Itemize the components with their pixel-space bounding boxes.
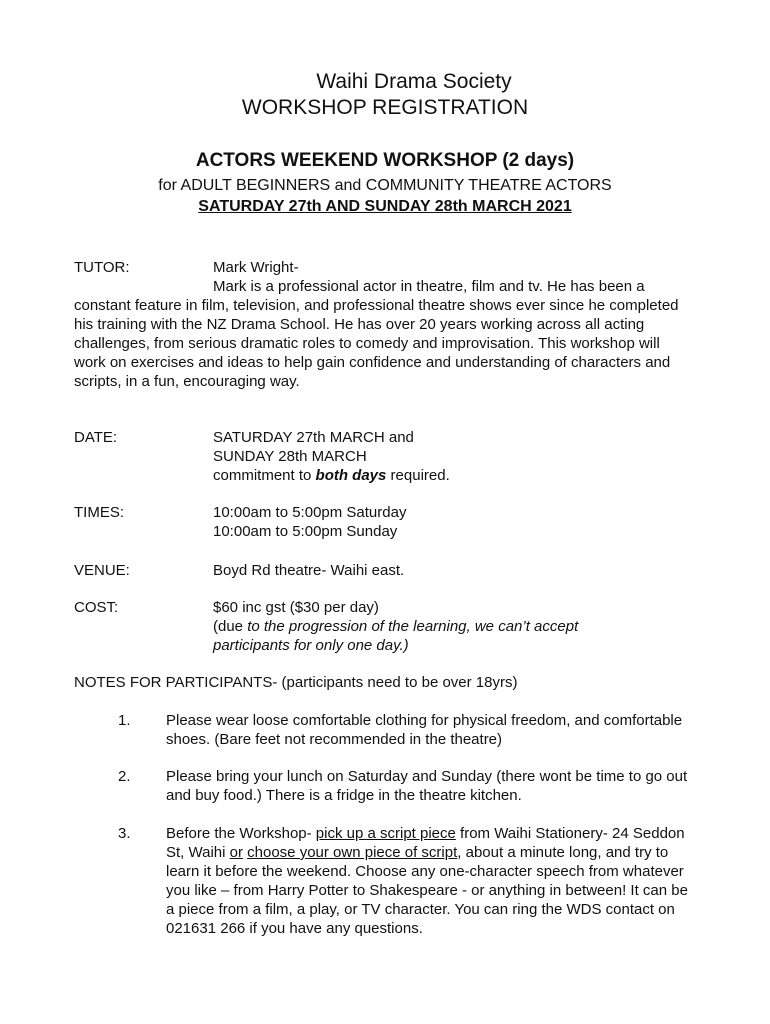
venue-label: VENUE: [74, 562, 130, 579]
cost-note-italic: to the progression of the learning, we can’t accept participants for only one day.) [213, 618, 579, 654]
tutor-name: Mark Wright- [213, 259, 299, 276]
venue-value: Boyd Rd theatre- Waihi east. [213, 562, 405, 579]
choose-script-text: choose your own piece of script [247, 844, 458, 861]
workshop-dates: SATURDAY 27th AND SUNDAY 28th MARCH 2021 [198, 198, 572, 215]
date-line1: SATURDAY 27th MARCH and [213, 429, 414, 446]
times-line2: 10:00am to 5:00pm Sunday [213, 523, 398, 540]
date-commitment: commitment to both days required. [213, 467, 450, 484]
cost-value [213, 598, 693, 655]
workshop-audience: for ADULT BEGINNERS and COMMUNITY THEATRE ACTORS [158, 177, 612, 194]
cost-amount: $60 inc gst ($30 per day) [213, 599, 379, 616]
date-commitment-emphasis: both days [315, 467, 387, 484]
note-number: 1. [118, 712, 131, 729]
note-number: 2. [118, 768, 131, 785]
script-pickup-text: pick up a script piece [315, 825, 456, 842]
notes-heading: NOTES FOR PARTICIPANTS- (participants need to be over 18yrs) [74, 674, 518, 691]
times-line1: 10:00am to 5:00pm Saturday [213, 504, 407, 521]
times-value [213, 503, 693, 541]
tutor-label: TUTOR: [74, 259, 130, 276]
form-title: WORKSHOP REGISTRATION [241, 96, 529, 119]
organisation-name: Waihi Drama Society [316, 70, 512, 93]
note-number: 3. [118, 825, 131, 842]
workshop-title: ACTORS WEEKEND WORKSHOP (2 days) [195, 150, 575, 171]
cost-label: COST: [74, 599, 119, 616]
note-text: Please wear loose comfortable clothing for physical freedom, and comfortable shoes. (Bare feet not recommended in the theatre) [166, 712, 683, 748]
or-text: or [229, 844, 243, 861]
note-text: Before the Workshop- pick up a script piece from Waihi Stationery- 24 Seddon St, Waihi or choose your own piece of script, about a minute long, and try to learn it before the weekend. Choose any one-character speech from whatever you like – from Harry Potter to Shakespeare - or anything in between! It can be a piece from a film, a play, or TV character. You can ring the WDS contact on 021631 266 if you have any questions. [166, 825, 688, 937]
date-value [213, 428, 693, 485]
date-label: DATE: [74, 429, 118, 446]
tutor-bio-line1: Mark is a professional actor in theatre, film and tv. He has been [213, 278, 633, 295]
tutor-bio-rest: a constant feature in film, television, and professional theatre shows ever since he completed his training with the NZ Drama School. He has over 20 years working across all acting challenges, from serious dramatic roles to comedy and improvisation. This workshop will work on exercises and ideas to help gain confidence and understanding of characters and scripts, in a fun, encouraging way. [74, 278, 679, 390]
cost-note: (due to the progression of the learning, we can’t accept participants for only one day.) [213, 618, 579, 654]
date-line2: SUNDAY 28th MARCH [213, 448, 367, 465]
tutor-bio [74, 277, 694, 391]
note-text: Please bring your lunch on Saturday and Sunday (there wont be time to go out and buy food.) There is a fridge in the theatre kitchen. [166, 768, 688, 804]
times-label: TIMES: [74, 504, 125, 521]
